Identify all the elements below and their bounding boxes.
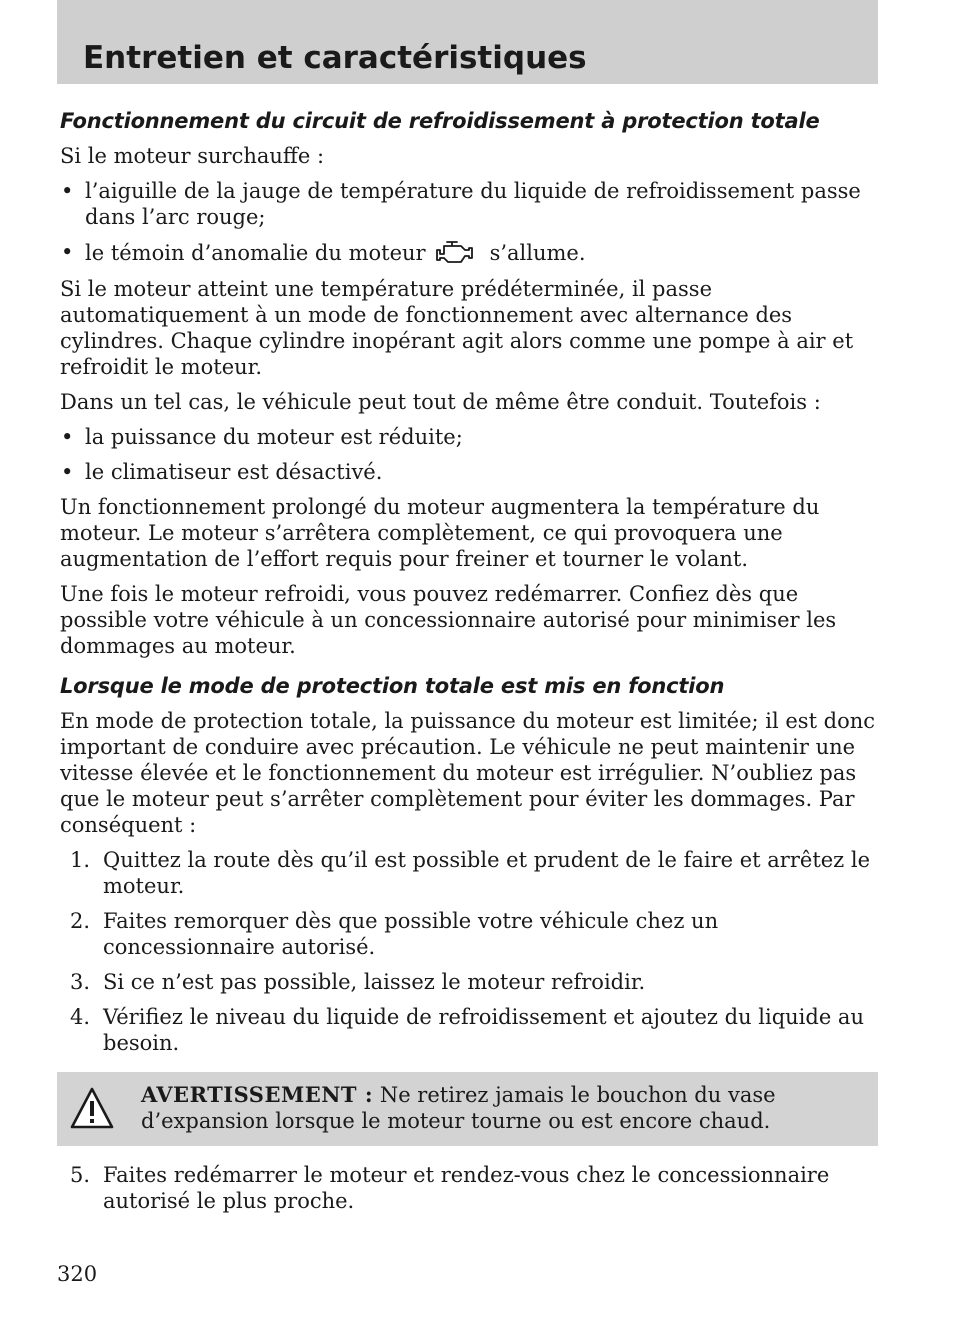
step-text: Vérifiez le niveau du liquide de refroidissement et ajoutez du liquide au besoin. — [103, 1005, 864, 1055]
warning-box — [57, 1072, 878, 1146]
step-number: 2. — [70, 909, 91, 933]
step-number: 5. — [70, 1163, 91, 1187]
warning-label: AVERTISSEMENT : — [141, 1082, 374, 1107]
page-number: 320 — [57, 1262, 98, 1286]
drive-effects-bullets — [60, 424, 890, 485]
step-number: 3. — [70, 970, 91, 994]
warning-triangle-icon — [69, 1086, 115, 1130]
warning-text — [141, 1082, 861, 1134]
paragraph-cylinder-mode: Si le moteur atteint une température prédéterminée, il passe automatiquement à un mode de fonctionnement avec alternance des cylindres. Chaque cylindre inopérant agit alors comme une pompe à air et refroidit le moteur. — [60, 277, 854, 379]
step-text: Quittez la route dès qu’il est possible et prudent de le faire et arrêtez le moteur. — [103, 848, 871, 898]
step-text: Si ce n’est pas possible, laissez le moteur refroidir. — [103, 970, 646, 994]
bullet-engine-light-text-before: le témoin d’anomalie du moteur — [85, 241, 426, 265]
bullet-gauge: • l’aiguille de la jauge de température du liquide de refroidissement passe dans l’arc rouge; — [60, 178, 890, 230]
bullet-power-reduced: • la puissance du moteur est réduite; — [60, 424, 890, 450]
paragraph-can-drive: Dans un tel cas, le véhicule peut tout de même être conduit. Toutefois : — [60, 390, 821, 414]
steps-list-continued — [60, 1162, 890, 1214]
step-item — [60, 908, 890, 960]
step-item — [60, 969, 890, 995]
warning-message: Ne retirez jamais le bouchon du vase d’expansion lorsque le moteur tourne ou est encore chaud. — [141, 1083, 776, 1133]
step-number: 4. — [70, 1005, 91, 1029]
page-header-title: Entretien et caractéristiques — [83, 40, 587, 76]
overheat-bullets — [60, 178, 890, 267]
section-heading-full-protection: Fonctionnement du circuit de refroidissement à protection totale — [60, 109, 820, 133]
paragraph-limited-power: En mode de protection totale, la puissance du moteur est limitée; il est donc important de conduire avec précaution. Le véhicule ne peut maintenir une vitesse élevée et le fonctionnement du moteur est irrégulier. N’oubliez pas que le moteur peut s’arrêter complètement pour éviter les dommages. Par conséquent : — [60, 709, 876, 837]
step-item — [60, 1162, 890, 1214]
bullet-ac-disabled: • le climatiseur est désactivé. — [60, 459, 890, 485]
step-item — [60, 1004, 890, 1056]
overheat-intro: Si le moteur surchauffe : — [60, 144, 325, 168]
section-heading-mode-active: Lorsque le mode de protection totale est mis en fonction — [60, 674, 725, 698]
steps-list — [60, 847, 890, 1056]
bullet-engine-light — [60, 239, 890, 267]
check-engine-icon — [428, 239, 484, 267]
paragraph-restart: Une fois le moteur refroidi, vous pouvez redémarrer. Confiez dès que possible votre véhicule à un concessionnaire autorisé pour minimiser les dommages au moteur. — [60, 582, 837, 658]
step-number: 1. — [70, 848, 91, 872]
bullet-engine-light-text-after: s’allume. — [489, 241, 586, 265]
paragraph-prolonged-operation: Un fonctionnement prolongé du moteur augmentera la température du moteur. Le moteur s’arrêtera complètement, ce qui provoquera une augmentation de l’effort requis pour freiner et tourner le volant. — [60, 495, 820, 571]
page-content — [60, 108, 890, 1223]
step-item — [60, 847, 890, 899]
step-text: Faites remorquer dès que possible votre véhicule chez un concessionnaire autorisé. — [103, 909, 719, 959]
step-text: Faites redémarrer le moteur et rendez-vous chez le concessionnaire autorisé le plus proche. — [103, 1163, 830, 1213]
